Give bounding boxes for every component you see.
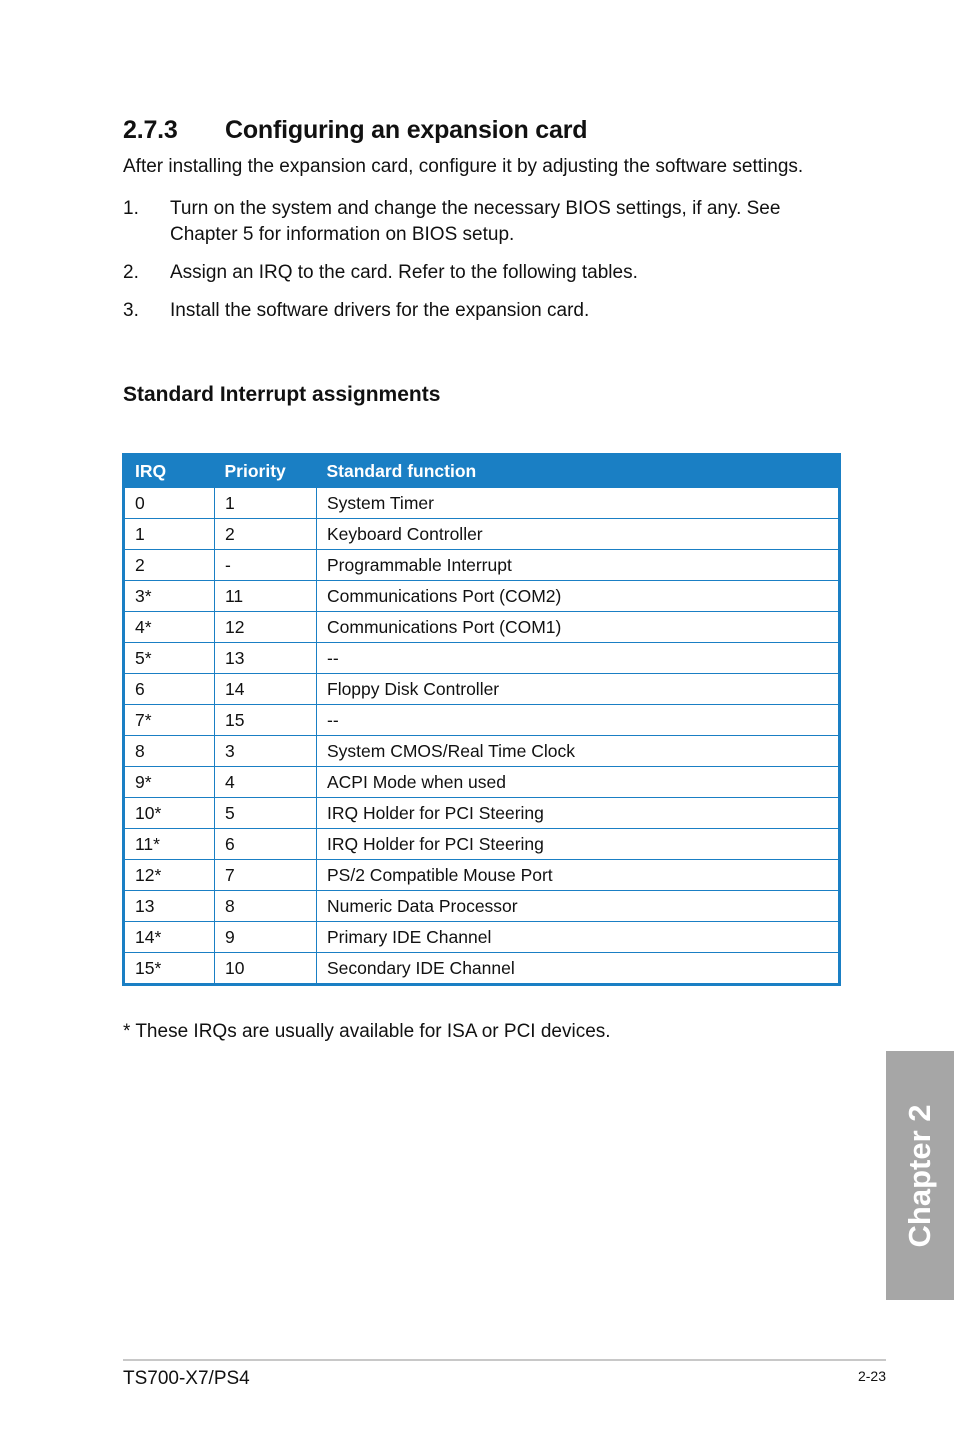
table-row (124, 674, 840, 705)
cell-irq: 3* (124, 581, 215, 612)
cell-function: -- (317, 705, 840, 736)
cell-function: IRQ Holder for PCI Steering (317, 829, 840, 860)
cell-function: -- (317, 643, 840, 674)
step-text: Install the software drivers for the expansion card. (170, 300, 590, 321)
cell-priority: 14 (215, 674, 317, 705)
cell-function: System CMOS/Real Time Clock (317, 736, 840, 767)
cell-priority: 13 (215, 643, 317, 674)
table-row (124, 519, 840, 550)
cell-priority: 1 (215, 488, 317, 519)
table-row (124, 705, 840, 736)
header-priority: Priority (215, 455, 317, 488)
cell-priority: 12 (215, 612, 317, 643)
table-row (124, 891, 840, 922)
cell-irq: 0 (124, 488, 215, 519)
cell-function: Secondary IDE Channel (317, 953, 840, 985)
table-row (124, 736, 840, 767)
table-row (124, 488, 840, 519)
cell-priority: 10 (215, 953, 317, 985)
cell-irq: 15* (124, 953, 215, 985)
cell-irq: 1 (124, 519, 215, 550)
irq-table-body (124, 488, 840, 985)
cell-function: IRQ Holder for PCI Steering (317, 798, 840, 829)
cell-priority: 15 (215, 705, 317, 736)
cell-priority: 9 (215, 922, 317, 953)
step-number: 2. (123, 262, 139, 283)
table-row (124, 798, 840, 829)
cell-priority: 6 (215, 829, 317, 860)
step-number: 1. (123, 198, 139, 219)
intro-paragraph: After installing the expansion card, configure it by adjusting the software settings. (123, 156, 804, 177)
cell-function: Programmable Interrupt (317, 550, 840, 581)
cell-irq: 10* (124, 798, 215, 829)
table-row (124, 581, 840, 612)
cell-priority: 7 (215, 860, 317, 891)
cell-function: PS/2 Compatible Mouse Port (317, 860, 840, 891)
section-number: 2.7.3 (123, 116, 178, 144)
cell-function: System Timer (317, 488, 840, 519)
table-row (124, 612, 840, 643)
cell-function: Primary IDE Channel (317, 922, 840, 953)
table-heading: Standard Interrupt assignments (123, 383, 441, 406)
table-row (124, 829, 840, 860)
cell-priority: 5 (215, 798, 317, 829)
footer-model: TS700-X7/PS4 (123, 1368, 250, 1389)
cell-irq: 12* (124, 860, 215, 891)
cell-irq: 9* (124, 767, 215, 798)
cell-irq: 8 (124, 736, 215, 767)
cell-irq: 5* (124, 643, 215, 674)
cell-priority: 8 (215, 891, 317, 922)
cell-irq: 6 (124, 674, 215, 705)
table-row (124, 643, 840, 674)
cell-function: ACPI Mode when used (317, 767, 840, 798)
cell-priority: 3 (215, 736, 317, 767)
cell-function: Keyboard Controller (317, 519, 840, 550)
cell-irq: 13 (124, 891, 215, 922)
step-text: Turn on the system and change the necessary BIOS settings, if any. See Chapter 5 for information on BIOS setup. (170, 198, 781, 245)
step-number: 3. (123, 300, 139, 321)
header-irq: IRQ (124, 455, 215, 488)
table-row (124, 860, 840, 891)
cell-function: Communications Port (COM1) (317, 612, 840, 643)
cell-irq: 7* (124, 705, 215, 736)
section-title (123, 116, 587, 145)
chapter-tab-label: Chapter 2 (902, 1104, 937, 1247)
step-item (123, 196, 850, 248)
cell-priority: 11 (215, 581, 317, 612)
cell-irq: 14* (124, 922, 215, 953)
footer-page-number: 2-23 (857, 1368, 886, 1384)
table-row (124, 922, 840, 953)
footer-divider (123, 1359, 886, 1361)
cell-irq: 11* (124, 829, 215, 860)
header-function: Standard function (317, 455, 840, 488)
cell-priority: 4 (215, 767, 317, 798)
cell-irq: 2 (124, 550, 215, 581)
chapter-tab (886, 1051, 954, 1300)
cell-irq: 4* (124, 612, 215, 643)
table-row (124, 953, 840, 985)
cell-function: Floppy Disk Controller (317, 674, 840, 705)
cell-function: Communications Port (COM2) (317, 581, 840, 612)
table-row (124, 767, 840, 798)
cell-priority: - (215, 550, 317, 581)
cell-priority: 2 (215, 519, 317, 550)
footnote: * These IRQs are usually available for ISA or PCI devices. (123, 1021, 611, 1042)
table-row (124, 550, 840, 581)
step-item (123, 298, 850, 324)
step-text: Assign an IRQ to the card. Refer to the following tables. (170, 262, 638, 283)
section-title-text: Configuring an expansion card (225, 116, 588, 144)
irq-table (122, 453, 841, 986)
steps-list (123, 196, 850, 336)
cell-function: Numeric Data Processor (317, 891, 840, 922)
table-header-row (124, 455, 840, 488)
step-item (123, 260, 850, 286)
